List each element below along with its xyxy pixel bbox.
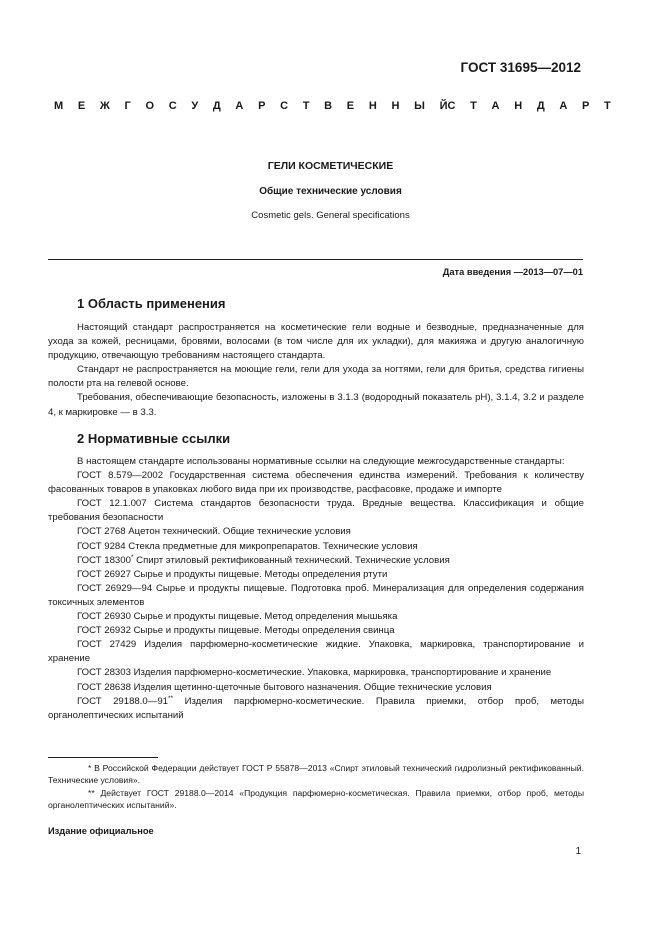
standard-type-letter: Е: [346, 100, 355, 112]
section-2-intro: В настоящем стандарте использованы нормативные ссылки на следующие межгосударственные стандарты:: [77, 456, 565, 467]
standard-type-letter: В: [324, 100, 333, 112]
reference-code: ГОСТ 26927: [77, 568, 131, 580]
reference-code: ГОСТ 12.1.007: [77, 498, 147, 510]
normative-reference: [48, 568, 584, 582]
reference-title: Система стандартов безопасности труда. Вредные вещества. Классификация и общие требования безопасности: [48, 498, 584, 524]
section-1-heading: 1 Область применения: [77, 296, 226, 311]
standard-type-letter: Н: [391, 100, 400, 112]
standard-type-letter: Н: [514, 100, 523, 112]
standard-type: [54, 100, 611, 112]
section-2-body: [48, 455, 584, 723]
normative-reference: [48, 610, 584, 624]
gost-code: ГОСТ 31695—2012: [460, 60, 581, 75]
standard-type-word-1: [54, 100, 447, 112]
standard-type-letter: А: [491, 100, 500, 112]
normative-reference: [48, 638, 584, 666]
standard-type-letter: Т: [470, 100, 477, 112]
reference-title: Изделия парфюмерно-косметические жидкие. Упаковка, маркировка, транспортирование и хранение: [48, 639, 584, 665]
reference-title: Государственная система обеспечения единства измерений. Требования к количеству фасованных товаров в упаковках любого вида при их производстве, расфасовке, продаже и импорте: [48, 470, 584, 496]
standard-type-letter: Р: [258, 100, 266, 112]
standard-type-letter: Н: [368, 100, 377, 112]
standard-type-letter: А: [559, 100, 568, 112]
reference-title: Сырье и продукты пищевые. Методы определения ртути: [133, 568, 388, 580]
reference-title: Изделия парфюмерно-косметические. Правила приемки, отбор проб, методы органолептических испытаний: [48, 695, 584, 721]
reference-code: ГОСТ 8.579—2002: [77, 470, 164, 482]
reference-code: ГОСТ 27429: [77, 639, 137, 651]
normative-reference: [48, 582, 584, 610]
header-divider: [48, 259, 583, 260]
footnote-divider: [48, 757, 158, 758]
section-1-body: [48, 321, 584, 420]
official-edition-label: Издание официальное: [48, 826, 154, 836]
normative-reference: [48, 624, 584, 638]
reference-code: ГОСТ 28638: [77, 681, 131, 693]
standard-type-letter: С: [447, 100, 456, 112]
standard-type-letter: О: [145, 100, 155, 112]
standard-type-letter: С: [168, 100, 177, 112]
standard-type-letter: А: [235, 100, 244, 112]
section-1-paragraph: Требования, обеспечивающие безопасность, изложены в 3.1.3 (водородный показатель рН), 3.1.4, 3.2 и разделе 4, к маркировке — в 3.3.: [48, 392, 584, 418]
reference-title: Ацетон технический. Общие технические условия: [128, 526, 351, 538]
document-subtitle: Общие технические условия: [259, 186, 402, 197]
reference-code: ГОСТ 26930: [77, 611, 131, 623]
standard-type-letter: Т: [302, 100, 310, 112]
intro-date: Дата введения —2013—07—01: [442, 267, 583, 277]
standard-type-letter: Д: [536, 100, 545, 112]
section-1-paragraph: Настоящий стандарт распространяется на косметические гели водные и безводные, предназначенные для ухода за кожей, ресницами, бровями, волосами (в том числе для их укладки), для макияжа и другую аналогичную продукцию, отвечающую требованиям настоящего стандарта.: [48, 322, 584, 362]
document-title: ГЕЛИ КОСМЕТИЧЕСКИЕ: [267, 160, 394, 172]
normative-reference: [48, 681, 584, 695]
standard-type-letter: Е: [77, 100, 86, 112]
footnotes: [48, 762, 584, 812]
standard-type-letter: У: [191, 100, 199, 112]
reference-title: Изделия парфюмерно-косметические. Упаковка, маркировка, транспортирование и хранение: [133, 667, 552, 679]
normative-reference: [48, 666, 584, 680]
normative-reference: [48, 469, 584, 497]
reference-code: ГОСТ 28303: [77, 667, 131, 679]
page-number: 1: [575, 846, 581, 857]
reference-code: ГОСТ 18300: [77, 554, 131, 566]
reference-title: Сырье и продукты пищевые. Метод определения мышьяка: [133, 611, 398, 623]
standard-type-letter: Ж: [99, 100, 110, 112]
reference-code: ГОСТ 26929—94: [77, 582, 153, 594]
normative-reference: [48, 554, 584, 568]
normative-reference: [48, 540, 584, 554]
normative-reference: [48, 525, 584, 539]
standard-type-letter: Ы: [414, 100, 425, 112]
standard-type-letter: Г: [124, 100, 131, 112]
standard-type-letter: Й: [439, 100, 448, 112]
standard-type-word-2: [447, 100, 610, 112]
english-title: Cosmetic gels. General specifications: [251, 210, 410, 221]
reference-title: Стекла предметные для микропрепаратов. Технические условия: [128, 540, 418, 552]
reference-code: ГОСТ 9284: [77, 540, 126, 552]
reference-code: ГОСТ 2768: [77, 526, 126, 538]
normative-reference: [48, 695, 584, 723]
normative-reference: [48, 497, 584, 525]
section-1-paragraph: Стандарт не распространяется на моющие гели, гели для ухода за ногтями, гели для бритья, средства гигиены полости рта на гелевой основе.: [48, 364, 584, 390]
reference-code: ГОСТ 29188.0—91: [77, 695, 169, 707]
reference-title: Сырье и продукты пищевые. Подготовка проб. Минерализация для определения содержания токсичных элементов: [48, 582, 584, 608]
reference-title: Сырье и продукты пищевые. Методы определения свинца: [133, 625, 395, 637]
reference-title: Спирт этиловый ректификованный технический. Технические условия: [136, 554, 450, 566]
standard-type-letter: Д: [212, 100, 221, 112]
footnote-marker: *: [130, 553, 134, 561]
footnote: ** Действует ГОСТ 29188.0—2014 «Продукция парфюмерно-косметическая. Правила приемки, отбор проб, методы органолептических испытаний».: [48, 787, 584, 811]
standard-type-letter: С: [280, 100, 289, 112]
footnote-marker: **: [168, 694, 174, 702]
standard-type-letter: М: [54, 100, 64, 112]
standard-type-letter: Р: [582, 100, 590, 112]
reference-title: Изделия щетинно-щеточные бытового назначения. Общие технические условия: [133, 681, 492, 693]
reference-code: ГОСТ 26932: [77, 625, 131, 637]
footnote: * В Российской Федерации действует ГОСТ Р 55878—2013 «Спирт этиловый технический гидролизный ректификованный. Технические условия».: [48, 763, 584, 786]
standard-type-letter: Т: [604, 100, 611, 112]
section-2-heading: 2 Нормативные ссылки: [77, 431, 231, 446]
